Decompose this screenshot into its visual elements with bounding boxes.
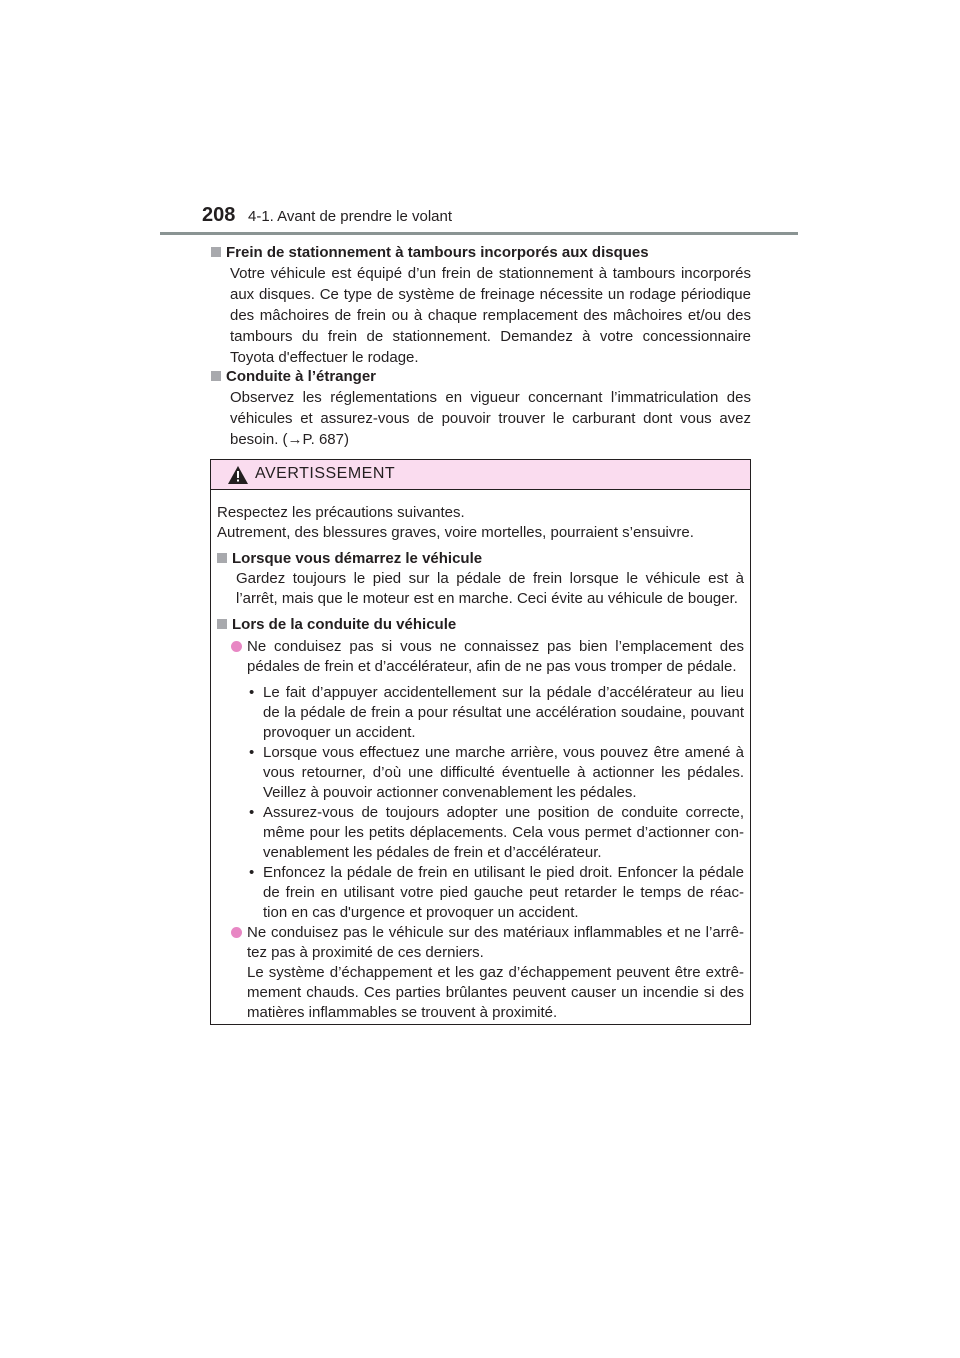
circle-bullet-icon: [231, 641, 242, 652]
warning-section-body: Gardez toujours le pied sur la pédale de frein lorsque le véhicule est à l’arrêt, mais que le moteur est en marche. Ceci évite au véhicule de bouger.: [236, 570, 744, 607]
dot-marker: •: [249, 684, 255, 701]
warning-triangle-icon: [228, 466, 248, 484]
square-bullet-icon: [211, 371, 221, 381]
sub-list-item: • Lorsque vous effectuez une marche arrière, vous pouvez être amené à vous retourner, d’où une difficulté éventuelle à actionner les pédales. Veillez à pouvoir actionner convenablement les pédales.: [249, 744, 744, 801]
dot-marker: •: [249, 864, 255, 881]
sub-list-item: • Le fait d’appuyer accidentellement sur la pédale d’accélérateur au lieu de la pédale de frein a pour résultat une accélération soudaine, pouvant provoquer un accident.: [249, 684, 744, 741]
warning-intro: Autrement, des blessures graves, voire mortelles, pourraient s’ensuivre.: [217, 524, 694, 541]
section-body: Observez les réglementations en vigueur concernant l’immatriculation des véhicules et assurez-vous de pouvoir trouver le carburant dont vous avez besoin. (→P. 687): [230, 389, 751, 448]
warning-bullet: Ne conduisez pas le véhicule sur des matériaux inflammables et ne l’arrê-tez pas à proximité de ces derniers. Le système d’échappement et les gaz d’échappement peuvent être extrê-mement chauds. Ces parties brûlantes peuvent causer un incendie si des matières inflammables se trouvent à proximité.: [231, 923, 744, 1023]
warning-section-start: [217, 549, 744, 609]
warning-intro: Respectez les précautions suivantes.: [217, 504, 465, 521]
dot-marker: •: [249, 744, 255, 761]
section-parking-brake: [211, 242, 751, 368]
warning-body: [211, 490, 750, 1023]
sub-list-item: • Assurez-vous de toujours adopter une position de conduite correcte, même pour les petits déplacements. Cela vous permet d’actionner con-venablement les pédales de frein et d’accélérateur.: [249, 804, 744, 861]
circle-bullet-icon: [231, 927, 242, 938]
section-driving-abroad: [211, 366, 751, 450]
section-body: Votre véhicule est équipé d’un frein de stationnement à tambours incorporés aux disques. Ce type de système de freinage nécessite un rodage périodique des mâchoires de frein ou à chaque remplacement des mâchoires et/ou des tambours du frein de stationnement. Demandez à votre concessionnaire Toyota d'effectuer le rodage.: [230, 265, 751, 366]
page-number: 208: [202, 204, 236, 226]
section-title: Conduite à l’étranger: [211, 366, 751, 387]
chapter-title: 4-1. Avant de prendre le volant: [248, 208, 453, 225]
square-bullet-icon: [217, 553, 227, 563]
header-rule: [160, 232, 798, 235]
warning-section-driving: [217, 615, 744, 1023]
square-bullet-icon: [211, 247, 221, 257]
warning-header: [211, 460, 750, 490]
section-title: Frein de stationnement à tambours incorporés aux disques: [211, 242, 751, 263]
page-header: [202, 204, 798, 234]
sub-list-item: • Enfoncez la pédale de frein en utilisant le pied droit. Enfoncer la pédale de frein en utilisant votre pied gauche peut retarder le temps de réac-tion en cas d'urgence et provoquer un accident.: [249, 864, 744, 921]
warning-title: AVERTISSEMENT: [255, 465, 396, 482]
warning-section-title: Lorsque vous démarrez le véhicule: [217, 549, 744, 569]
warning-box: [210, 459, 751, 1025]
sub-list: [249, 683, 744, 923]
warning-bullet: Ne conduisez pas si vous ne connaissez pas bien l’emplacement des pédales de frein et d’accélérateur, afin de ne pas vous tromper de pédale.: [231, 637, 744, 677]
dot-marker: •: [249, 804, 255, 821]
warning-section-title: Lors de la conduite du véhicule: [217, 615, 744, 635]
square-bullet-icon: [217, 619, 227, 629]
